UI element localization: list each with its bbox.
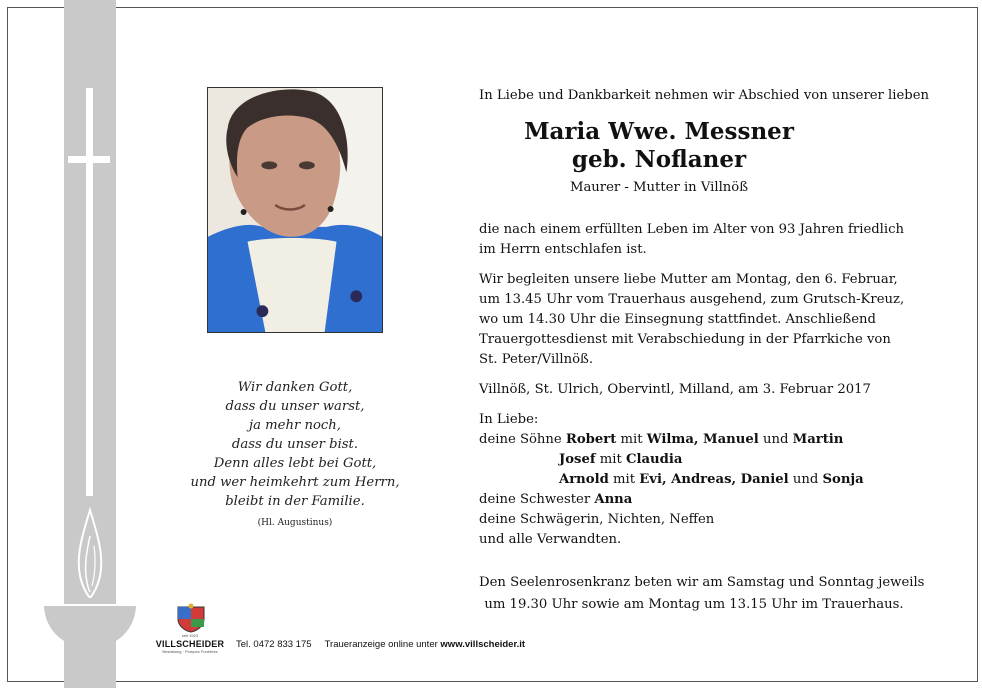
rosary-notice <box>479 572 925 616</box>
poem <box>180 378 410 533</box>
family-son2-line: Josef mit Claudia <box>559 452 683 467</box>
family-son3-line: Arnold mit Evi, Andreas, Daniel und Sonja <box>559 472 864 487</box>
family-sons-line: deine Söhne Robert mit Wilma, Manuel und Martin <box>479 432 844 447</box>
funeral-line: um 13.45 Uhr vom Trauerhaus ausgehend, zum Grutsch-Kreuz, <box>479 292 905 307</box>
rosary-line: Den Seelenrosenkranz beten wir am Samstag und Sonntag jeweils <box>479 575 925 590</box>
logo-tagline: Bestattung · Pompes Funèbres <box>162 649 218 654</box>
deceased-subtitle: Maurer - Mutter in Villnöß <box>569 180 749 195</box>
portrait-photo <box>207 87 383 333</box>
footer-phone: Tel. 0472 833 175 <box>236 639 312 650</box>
footer-contact <box>236 639 525 650</box>
deceased-name: Maria Wwe. Messner <box>524 118 794 145</box>
family-relatives-line: und alle Verwandten. <box>479 532 622 547</box>
family-heading: In Liebe: <box>479 412 539 427</box>
intro-text: In Liebe und Dankbarkeit nehmen wir Abschied von unserer lieben <box>479 88 930 103</box>
funeral-line: St. Peter/Villnöß. <box>479 352 594 367</box>
funeral-line: wo um 14.30 Uhr die Einsegnung stattfindet. Anschließend <box>479 312 876 327</box>
rosary-line: um 19.30 Uhr sowie am Montag um 13.15 Uhr im Trauerhaus. <box>484 597 904 612</box>
funeral-line: Wir begleiten unsere liebe Mutter am Montag, den 6. Februar, <box>479 272 898 287</box>
place-date-line: Villnöß, St. Ulrich, Obervintl, Milland, am 3. Februar 2017 <box>479 382 871 397</box>
funeral-line: Trauergottesdienst mit Verabschiedung in der Pfarrkiche von <box>479 332 891 347</box>
family-sister-line: deine Schwester Anna <box>479 492 633 507</box>
footer-online-text: Traueranzeige online unter <box>324 639 438 650</box>
family-inlaws-line: deine Schwägerin, Nichten, Neffen <box>479 512 715 527</box>
deceased-birth-name: geb. Noflaner <box>571 146 747 173</box>
footer-website-link[interactable]: www.villscheider.it <box>440 639 526 650</box>
poem-source: (Hl. Augustinus) <box>257 518 333 528</box>
poem-line: ja mehr noch, <box>249 418 341 433</box>
cross-icon <box>86 88 93 496</box>
logo-since: seit 1923 <box>181 633 199 638</box>
candle-flame-icon <box>72 506 108 606</box>
poem-line: und wer heimkehrt zum Herrn, <box>190 475 400 490</box>
cross-icon-bar <box>68 156 110 163</box>
family-list <box>479 410 909 550</box>
death-line: im Herrn entschlafen ist. <box>479 242 647 257</box>
death-line: die nach einem erfüllten Leben im Alter von 93 Jahren friedlich <box>479 222 905 237</box>
bowl-icon <box>44 596 136 650</box>
poem-line: bleibt in der Familie. <box>225 494 365 509</box>
poem-line: dass du unser bist. <box>231 437 359 452</box>
logo-brand-name: VILLSCHEIDER <box>155 639 225 649</box>
funeral-details <box>479 270 909 370</box>
poem-line: dass du unser warst, <box>225 399 365 414</box>
crest-icon <box>175 603 207 633</box>
place-date <box>479 380 909 400</box>
announcement <box>479 86 930 550</box>
poem-line: Wir danken Gott, <box>237 380 353 395</box>
poem-line: Denn alles lebt bei Gott, <box>213 456 377 471</box>
funeral-home-logo <box>150 603 230 653</box>
death-notice <box>479 220 909 260</box>
